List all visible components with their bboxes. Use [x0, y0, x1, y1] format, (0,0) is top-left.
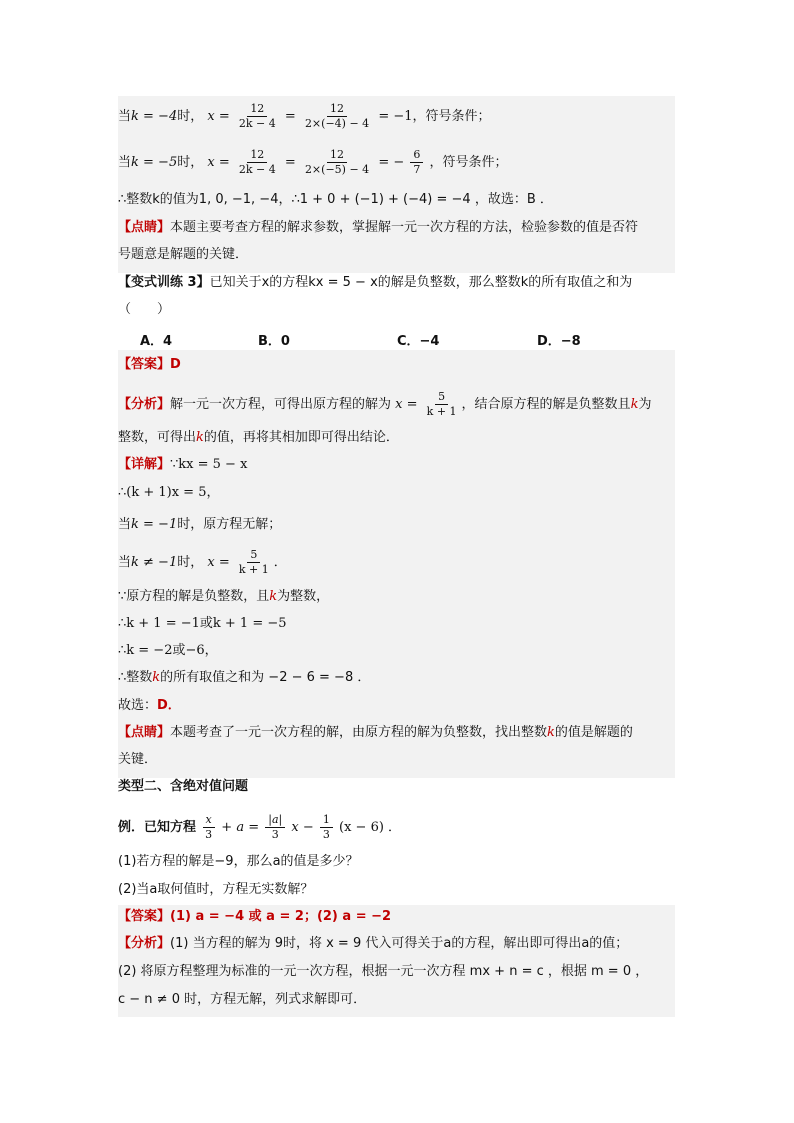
math-x: x = — [207, 155, 230, 170]
denominator: 3 — [271, 828, 279, 841]
analysis-text: c − n ≠ 0 时，方程无解，列式求解即可． — [118, 992, 367, 1007]
tip-text: 的值是解题的 — [554, 725, 633, 740]
math: + a = — [221, 820, 260, 835]
denominator: 3 — [205, 828, 213, 841]
math-k: k — [547, 725, 555, 740]
fraction — [236, 148, 279, 177]
analysis-text: (2) 将原方程整理为标准的一元一次方程，根据一元一次方程 mx + n = c ，根据 m = 0 ， — [118, 964, 649, 979]
denominator: k + 1 — [426, 405, 457, 418]
result: = − — [378, 155, 405, 170]
detail-line-5 — [118, 587, 329, 607]
example-text: 例．已知方程 — [118, 820, 197, 835]
detail-line-3 — [118, 515, 281, 535]
text: ． — [273, 555, 287, 570]
option-c: C．−4 — [397, 334, 440, 349]
text: 当 — [118, 517, 132, 532]
detail-line-9 — [118, 696, 181, 716]
analysis-line-1 — [118, 390, 651, 419]
numerator: 12 — [327, 102, 347, 117]
denominator: 2×(−4) − 4 — [304, 117, 370, 130]
detail-text: 的所有取值之和为 −2 − 6 = −8 ． — [160, 670, 371, 685]
condition: k = −4 — [131, 109, 178, 124]
text: ，符号条件； — [412, 109, 491, 124]
text: 时， — [177, 555, 204, 570]
case-k-minus-5 — [118, 148, 508, 177]
math-x: x = — [207, 555, 230, 570]
math-k: k — [630, 397, 639, 412]
detail-text: ∵原方程的解是负整数，且 — [118, 589, 270, 604]
analysis-text: (1) 当方程的解为 9时，将 x = 9 代入可得关于a的方程，解出即可得出a的值； — [170, 936, 629, 951]
conclusion-text: ∴整数k的值为1, 0, −1, −4，∴1 + 0 + (−1) + (−4) = −4 ，故选：B ． — [118, 192, 553, 207]
numerator: 5 — [435, 390, 448, 405]
analysis-text: 为 — [638, 397, 652, 412]
numerator: 6 — [410, 148, 423, 163]
math: x − — [291, 820, 314, 835]
condition: k = −5 — [131, 155, 178, 170]
numerator: 12 — [247, 148, 267, 163]
tip-line-1 — [118, 218, 638, 238]
analysis-text: ，结合原方程的解是负整数且 — [461, 397, 631, 412]
equals: = — [284, 109, 296, 124]
detail-line-6 — [118, 614, 287, 634]
tip-line-2 — [118, 245, 248, 265]
condition: k = −1 — [131, 517, 178, 532]
analysis2-line-3 — [118, 990, 366, 1010]
analysis-text: 的值，再将其相加即可得出结论． — [203, 430, 399, 445]
fraction — [302, 102, 372, 131]
text: 当 — [118, 555, 132, 570]
text: 当 — [118, 109, 132, 124]
condition: k ≠ −1 — [131, 555, 178, 570]
tip-text: 号题意是解题的关键． — [118, 247, 249, 262]
numerator: 5 — [247, 548, 260, 563]
denominator: 2×(−5) − 4 — [304, 163, 370, 176]
numerator: 12 — [327, 148, 347, 163]
tip-tag: 【点睛】 — [118, 220, 171, 235]
detail-text: ∴k + 1 = −1或k + 1 = −5 — [118, 616, 287, 631]
case-k-minus-4 — [118, 102, 491, 131]
tip2-line-1 — [118, 723, 633, 743]
text: 当 — [118, 155, 132, 170]
detail-text: ∴k = −2或−6， — [118, 643, 218, 658]
math-k: k — [152, 670, 161, 685]
denominator: 3 — [322, 828, 330, 841]
detail-line-1 — [118, 455, 247, 475]
choice: D． — [157, 698, 181, 713]
detail-line-8 — [118, 668, 370, 688]
section-heading: 类型二、含绝对值问题 — [118, 779, 249, 794]
detail-text: ∴整数 — [118, 670, 153, 685]
fraction — [236, 548, 272, 577]
detail-text: 故选： — [118, 698, 158, 713]
fraction — [320, 813, 333, 842]
analysis2-line-2 — [118, 962, 648, 982]
analysis-line-2 — [118, 428, 399, 448]
text: ，符号条件； — [429, 155, 508, 170]
math-x: x = — [207, 109, 230, 124]
variant-tag: 【变式训练 3】 — [118, 275, 210, 290]
question-text: 已知关于x的方程kx = 5 − x的解是负整数，那么整数k的所有取值之和为 — [209, 275, 633, 290]
detail-text: ∴(k + 1)x = 5， — [118, 485, 220, 500]
answer-tag: 【答案】 — [118, 909, 171, 924]
fraction — [202, 813, 215, 842]
tip2-line-2 — [118, 750, 157, 770]
tip-tag: 【点睛】 — [118, 725, 171, 740]
tip-text: 本题主要考查方程的解求参数，掌握解一元一次方程的方法，检验参数的值是否符 — [170, 220, 639, 235]
denominator: 7 — [413, 163, 421, 176]
fraction — [302, 148, 372, 177]
text: 时， — [177, 109, 204, 124]
answer-tag: 【答案】 — [118, 357, 171, 372]
variant-question-line-2 — [118, 300, 170, 320]
denominator: k + 1 — [238, 563, 269, 576]
result: = −1 — [378, 109, 413, 124]
question-1: (1)若方程的解是−9，那么a的值是多少？ — [118, 854, 359, 869]
variant-question-line-1 — [118, 273, 632, 293]
detail-line-4 — [118, 548, 287, 577]
text: 时， — [177, 155, 204, 170]
math-x: x = — [395, 397, 418, 412]
option-d: D．−8 — [537, 334, 581, 349]
numerator: 12 — [247, 102, 267, 117]
denominator: 2k − 4 — [238, 163, 276, 176]
math-k: k — [269, 589, 278, 604]
detail-line-7 — [118, 641, 218, 661]
numerator: 1 — [320, 813, 333, 828]
analysis2-line-1 — [118, 934, 628, 954]
answer2-line — [118, 907, 391, 927]
analysis-text: 整数，可得出 — [118, 430, 197, 445]
tip-text: 关键． — [118, 752, 158, 767]
detail-tag: 【详解】 — [118, 457, 171, 472]
math-k: k — [196, 430, 204, 445]
question-2: (2)当a取何值时，方程无实数解？ — [118, 882, 314, 897]
fraction — [265, 813, 285, 842]
fraction — [424, 390, 460, 419]
fraction — [410, 148, 423, 177]
equals: = — [284, 155, 296, 170]
answer-line — [118, 355, 181, 375]
analysis-tag: 【分析】 — [118, 397, 171, 412]
question-blank: （ ） — [118, 302, 171, 317]
analysis-tag: 【分析】 — [118, 936, 171, 951]
tip-text: 本题考查了一元一次方程的解，由原方程的解为负整数，找出整数 — [170, 725, 548, 740]
example-line — [118, 813, 401, 842]
answer-value: D — [170, 357, 181, 372]
detail-text: ∵kx = 5 − x — [170, 457, 248, 472]
analysis-text: 解一元一次方程，可得出原方程的解为 — [170, 397, 392, 412]
detail-line-2 — [118, 483, 219, 503]
option-a: A．4 — [140, 334, 173, 349]
numerator: x — [203, 813, 215, 828]
option-b: B．0 — [258, 334, 290, 349]
conclusion-line — [118, 190, 553, 210]
fraction — [236, 102, 279, 131]
numerator: |a| — [265, 813, 285, 828]
math: (x − 6) ． — [339, 820, 402, 835]
text: 时，原方程无解； — [177, 517, 282, 532]
answer-value: (1) a = −4 或 a = 2；(2) a = −2 — [170, 909, 392, 924]
denominator: 2k − 4 — [238, 117, 276, 130]
detail-text: 为整数， — [277, 589, 330, 604]
